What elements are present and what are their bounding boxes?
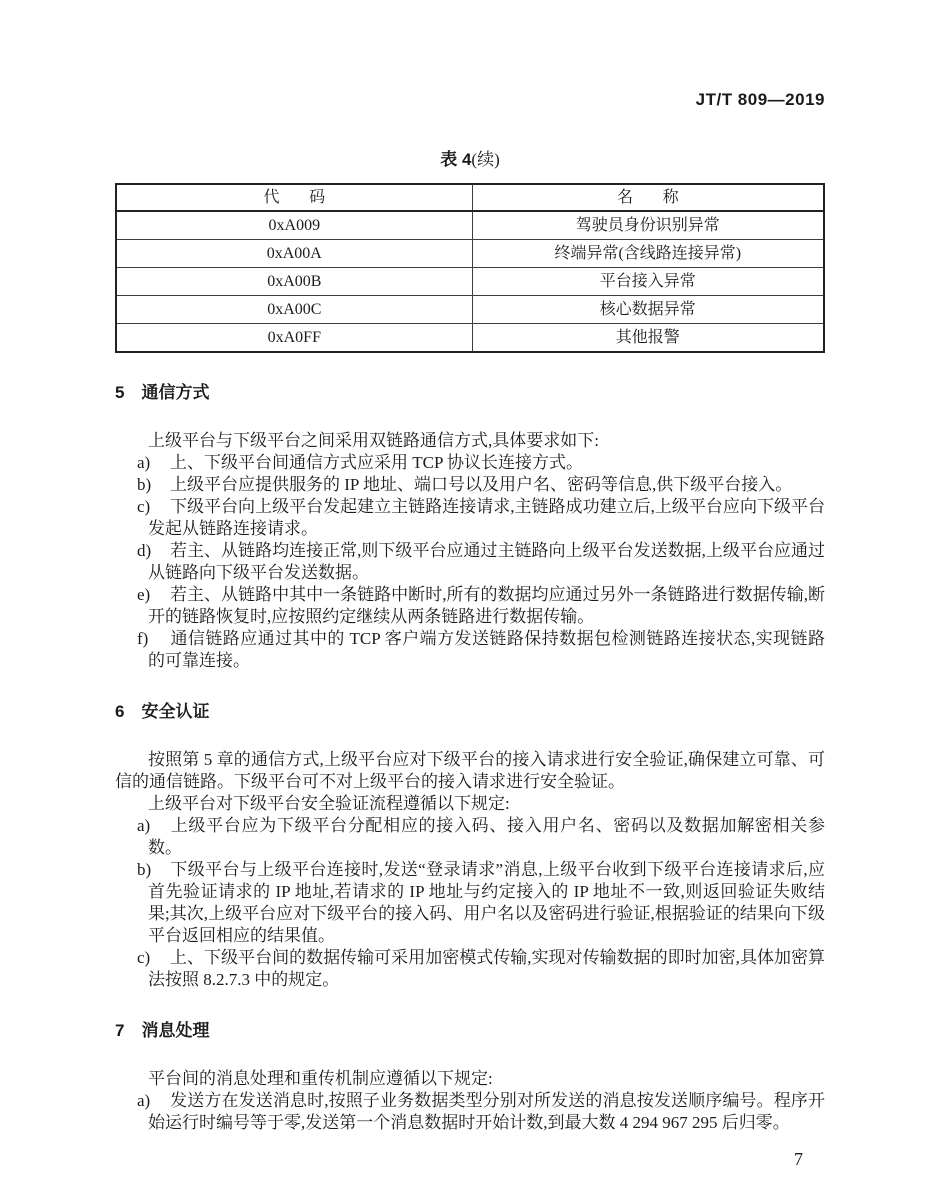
table-row xyxy=(116,268,824,296)
list-item-label: e) xyxy=(137,585,151,604)
name-cell: 核心数据异常 xyxy=(472,296,824,324)
table-row xyxy=(116,324,824,353)
list-item-text: 上级平台应为下级平台分配相应的接入码、接入用户名、密码以及数据加解密相关参数。 xyxy=(148,816,825,857)
table-header-row xyxy=(116,184,824,211)
list-item-label: c) xyxy=(137,497,151,516)
section-number: 7 xyxy=(115,1021,125,1040)
list-item-label: a) xyxy=(137,1091,151,1110)
name-cell: 驾驶员身份识别异常 xyxy=(472,211,824,240)
list-item-text: 若主、从链路均连接正常,则下级平台应通过主链路向上级平台发送数据,上级平台应通过从链路向下级平台发送数据。 xyxy=(148,541,825,582)
page-number: 7 xyxy=(794,1149,803,1169)
table-title xyxy=(115,150,825,170)
list-item xyxy=(115,815,825,859)
list-item-text: 上、下级平台间的数据传输可采用加密模式传输,实现对传输数据的即时加密,具体加密算法按照 8.2.7.3 中的规定。 xyxy=(148,948,825,989)
section-message-processing xyxy=(115,1021,825,1134)
list-item xyxy=(115,1090,825,1134)
section-heading xyxy=(115,1021,825,1041)
code-cell: 0xA00B xyxy=(116,268,472,296)
list-item xyxy=(115,584,825,628)
section-heading xyxy=(115,383,825,403)
table-row xyxy=(116,211,824,240)
code-cell: 0xA009 xyxy=(116,211,472,240)
list-item-text: 下级平台向上级平台发起建立主链路连接请求,主链路成功建立后,上级平台应向下级平台发起从链路连接请求。 xyxy=(148,497,825,538)
list-item-text: 发送方在发送消息时,按照子业务数据类型分别对所发送的消息按发送顺序编号。程序开始运行时编号等于零,发送第一个消息数据时开始计数,到最大数 4 294 967 295 后归零。 xyxy=(148,1091,825,1132)
code-cell: 0xA00A xyxy=(116,240,472,268)
list-item xyxy=(115,947,825,991)
section-communication-mode xyxy=(115,383,825,672)
paragraph: 上级平台与下级平台之间采用双链路通信方式,具体要求如下: xyxy=(148,431,599,450)
list-item-text: 通信链路应通过其中的 TCP 客户端方发送链路保持数据包检测链路连接状态,实现链路的可靠连接。 xyxy=(148,629,825,670)
table-title-label: 表 4 xyxy=(440,150,472,169)
section-title: 消息处理 xyxy=(141,1021,210,1040)
list-item-label: d) xyxy=(137,541,152,560)
list-item-text: 上、下级平台间通信方式应采用 TCP 协议长连接方式。 xyxy=(170,453,584,472)
section-heading xyxy=(115,702,825,722)
section-security-authentication xyxy=(115,702,825,991)
alarm-code-table xyxy=(115,183,825,353)
name-cell: 平台接入异常 xyxy=(472,268,824,296)
list-item-label: a) xyxy=(137,816,151,835)
list-item xyxy=(115,452,825,474)
list-item-text: 上级平台应提供服务的 IP 地址、端口号以及用户名、密码等信息,供下级平台接入。 xyxy=(170,475,793,494)
standard-number-header: JT/T 809—2019 xyxy=(695,90,825,109)
list-item-label: b) xyxy=(137,475,152,494)
column-header-name: 名 称 xyxy=(472,184,824,211)
list-item xyxy=(115,496,825,540)
name-cell: 其他报警 xyxy=(472,324,824,353)
section-title: 安全认证 xyxy=(141,702,210,721)
list-item xyxy=(115,540,825,584)
list-item xyxy=(115,859,825,947)
column-header-code: 代 码 xyxy=(116,184,472,211)
section-number: 6 xyxy=(115,702,125,721)
list-item-label: f) xyxy=(137,629,149,648)
code-cell: 0xA00C xyxy=(116,296,472,324)
code-cell: 0xA0FF xyxy=(116,324,472,353)
list-item xyxy=(115,628,825,672)
table-title-suffix: (续) xyxy=(471,150,500,169)
table-row xyxy=(116,296,824,324)
list-item-text: 若主、从链路中其中一条链路中断时,所有的数据均应通过另外一条链路进行数据传输,断开的链路恢复时,应按照约定继续从两条链路进行数据传输。 xyxy=(148,585,825,626)
list-item xyxy=(115,474,825,496)
paragraph: 上级平台对下级平台安全验证流程遵循以下规定: xyxy=(148,794,510,813)
name-cell: 终端异常(含线路连接异常) xyxy=(472,240,824,268)
list-item-label: c) xyxy=(137,948,151,967)
list-item-label: a) xyxy=(137,453,151,472)
list-item-label: b) xyxy=(137,860,152,879)
section-number: 5 xyxy=(115,383,125,402)
paragraph: 按照第 5 章的通信方式,上级平台应对下级平台的接入请求进行安全验证,确保建立可靠、可信的通信链路。下级平台可不对上级平台的接入请求进行安全验证。 xyxy=(115,750,825,791)
paragraph: 平台间的消息处理和重传机制应遵循以下规定: xyxy=(148,1069,493,1088)
list-item-text: 下级平台与上级平台连接时,发送“登录请求”消息,上级平台收到下级平台连接请求后,应首先验证请求的 IP 地址,若请求的 IP 地址与约定接入的 IP 地址不一致,则返回验证失败结果;其次,上级平台应对下级平台的接入码、用户名以及密码进行验证,根据验证的结果向下级平台返回相应的结果值。 xyxy=(148,860,825,945)
table-row xyxy=(116,240,824,268)
section-title: 通信方式 xyxy=(141,383,210,402)
